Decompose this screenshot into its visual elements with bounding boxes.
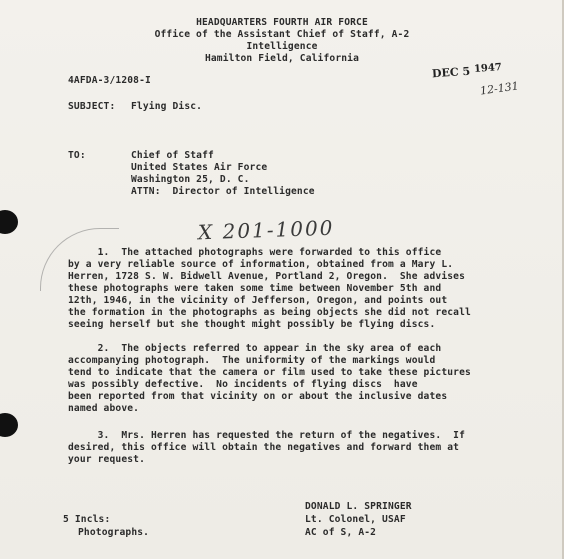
para2-line: was possibly defective. No incidents of flying discs have <box>68 379 418 390</box>
letterhead-line-1: HEADQUARTERS FOURTH AIR FORCE <box>196 17 368 28</box>
punch-hole-bottom <box>0 413 18 437</box>
para3-line: desired, this office will obtain the negatives and forward them at <box>68 442 460 453</box>
signature-office: AC of S, A-2 <box>305 527 377 538</box>
para1-line: seeing herself but she thought might possibly be flying discs. <box>68 319 436 330</box>
to-line-3: Washington 25, D. C. <box>131 174 250 185</box>
para2-line: 2. The objects referred to appear in the sky area of each <box>68 343 442 354</box>
letterhead-line-4: Hamilton Field, California <box>204 53 360 64</box>
to-line-2: United States Air Force <box>131 162 268 173</box>
para3-line: your request. <box>68 454 146 465</box>
to-line-4: ATTN: Director of Intelligence <box>131 186 315 197</box>
subject-label: SUBJECT: <box>68 101 116 112</box>
para2-line: named above. <box>68 403 140 414</box>
handwritten-file-number: X 201-1000 <box>197 215 335 245</box>
to-line-1: Chief of Staff <box>131 150 214 161</box>
punch-hole-top <box>0 210 18 234</box>
letterhead-line-2: Office of the Assistant Chief of Staff, A-2 <box>154 29 410 40</box>
para2-line: accompanying photograph. The uniformity of the markings would <box>68 355 436 366</box>
para2-line: been reported from that vicinity on or about the inclusive dates <box>68 391 448 402</box>
enclosures-item: Photographs. <box>78 527 150 538</box>
para1-line: 12th, 1946, in the vicinity of Jefferson, Oregon, and points out <box>68 295 448 306</box>
file-reference: 4AFDA-3/1208-I <box>68 75 151 86</box>
enclosures-label: 5 Incls: <box>63 514 111 525</box>
para1-line: the formation in the photographs as being objects she did not recall <box>68 307 471 318</box>
year-stamp: 1947 <box>473 62 503 75</box>
date-stamp: DEC 5 <box>431 64 471 81</box>
signature-name: DONALD L. SPRINGER <box>305 501 412 512</box>
handwritten-ref: 12-131 <box>479 79 520 98</box>
para1-line: 1. The attached photographs were forwarded to this office <box>68 247 442 258</box>
para2-line: tend to indicate that the camera or film used to take these pictures <box>68 367 471 378</box>
para1-line: by a very reliable source of information, obtained from a Mary L. <box>68 259 454 270</box>
para3-line: 3. Mrs. Herren has requested the return of the negatives. If <box>68 430 466 441</box>
letterhead-line-3: Intelligence <box>246 41 318 52</box>
signature-rank: Lt. Colonel, USAF <box>305 514 406 525</box>
to-label: TO: <box>68 150 86 161</box>
para1-line: these photographs were taken some time between November 5th and <box>68 283 442 294</box>
subject-text: Flying Disc. <box>131 101 203 112</box>
para1-line: Herren, 1728 S. W. Bidwell Avenue, Portland 2, Oregon. She advises <box>68 271 466 282</box>
